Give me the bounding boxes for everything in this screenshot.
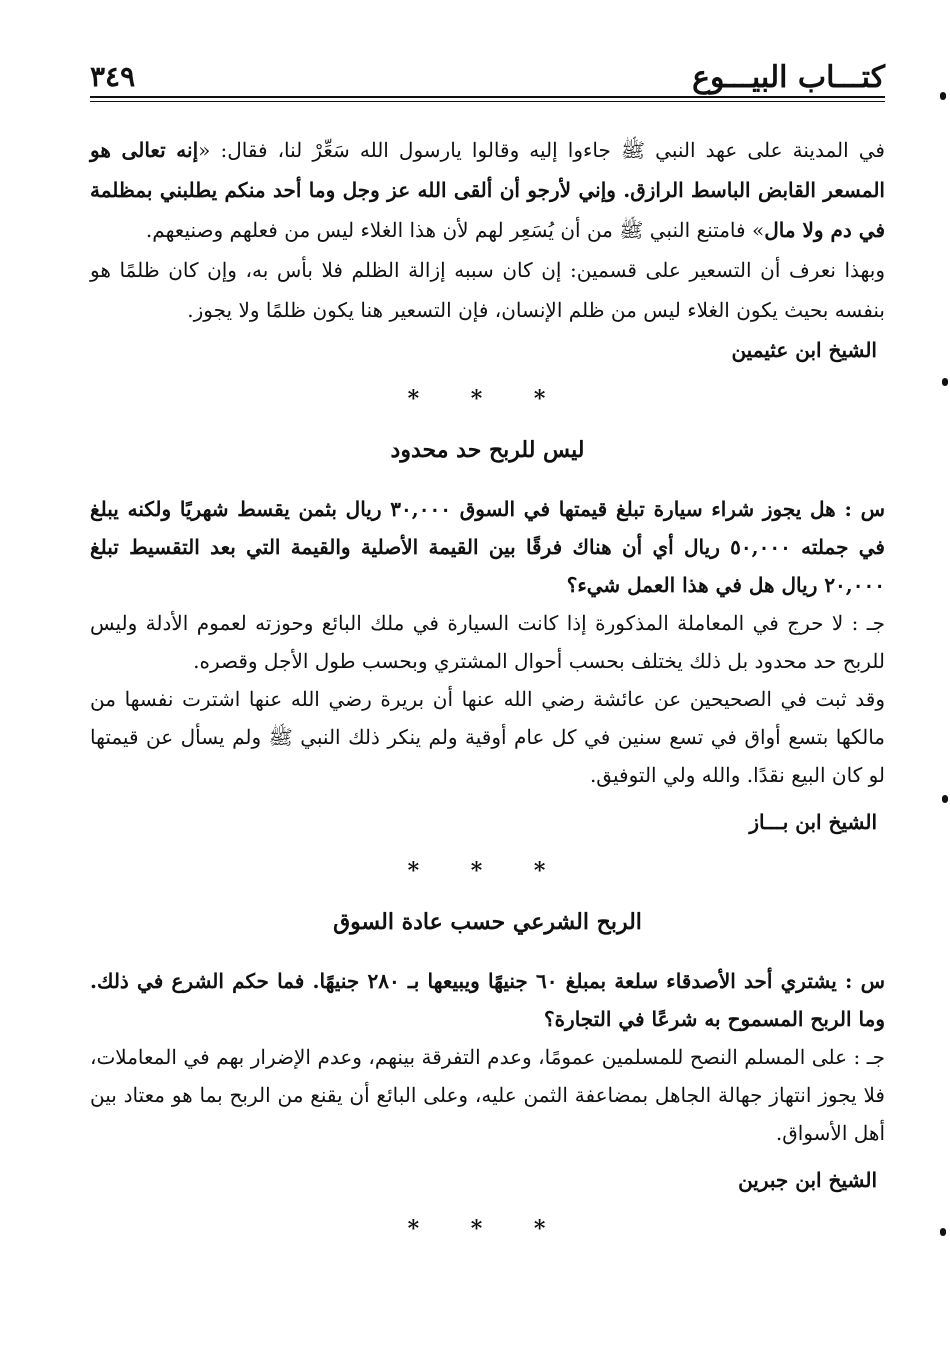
page-number: ٣٤٩ (90, 60, 136, 93)
paragraph-hadith (90, 130, 885, 250)
scan-mark (940, 92, 946, 100)
answer-car-installments: جـ : لا حرج في المعاملة المذكورة إذا كانت السيارة في ملك البائع وحوزته لعموم الأدلة وليس للربح حد محدود بل ذلك يختلف بحسب أحوال المشتري وبحسب طول الأجل وقصره. (90, 611, 885, 673)
signature-ibn-uthaymeen: الشيخ ابن عثيمين (731, 338, 877, 362)
question-car-installments: س : هل يجوز شراء سيارة تبلغ قيمتها في السوق ٣٠,٠٠٠ ريال بثمن يقسط شهريًا ولكنه يبلغ في جملته ٥٠,٠٠٠ ريال أي أن هناك فرقًا بين القيمة الأصلية والقيمة التي بعد التقسيط تبلغ ٢٠,٠٠٠ ريال هل في هذا العمل شيء؟ (90, 497, 885, 597)
signature-ibn-jibreen: الشيخ ابن جبرين (738, 1168, 877, 1192)
answer-barira-evidence: وقد ثبت في الصحيحين عن عائشة رضي الله عنها أن بريرة رضي الله عنها اشترت نفسها من مالكها بتسع أواق في تسع سنين في كل عام أوقية ولم ينكر ذلك النبي ﷺ ولم يسأل عن قيمتها لو كان البيع نقدًا. والله ولي التوفيق. (90, 687, 885, 787)
scan-mark (940, 1228, 946, 1236)
section-title-no-limit-profit: ليس للربح حد محدود (390, 437, 585, 463)
hadith-intro: في المدينة على عهد النبي ﷺ جاءوا إليه وقالوا يارسول الله سَعِّرْ لنا، فقال: « (198, 138, 885, 162)
book-title: كتـــاب البيـــوع (692, 60, 885, 95)
section-divider-2: * * * (407, 858, 568, 884)
answer-market-profit: جـ : على المسلم النصح للمسلمين عمومًا، وعدم التفرقة بينهم، وعدم الإضرار بهم في المعاملات، فلا يجوز انتهاز جهالة الجاهل بمضاعفة الثمن عليه، وعلى البائع أن يقنع من الربح بما هو معتاد بين أهل الأسواق. (90, 1045, 885, 1145)
signature-ibn-baz: الشيخ ابن بـــاز (749, 810, 877, 834)
scan-mark (942, 795, 948, 803)
hadith-outro: » فامتنع النبي ﷺ من أن يُسَعِر لهم لأن هذا الغلاء ليس من فعلهم وصنيعهم. (145, 218, 765, 242)
paragraph-pricing-types: وبهذا نعرف أن التسعير على قسمين: إن كان سببه إزالة الظلم فلا بأس به، وإن كان ظلمًا هو بنفسه بحيث يكون الغلاء ليس من ظلم الإنسان، فإن التسعير هنا يكون ظلمًا ولا يجوز. (90, 258, 885, 322)
page-header (90, 60, 885, 100)
section-divider-1: * * * (407, 386, 568, 412)
section-divider-3: * * * (407, 1216, 568, 1242)
header-rule (90, 96, 885, 102)
question-market-profit: س : يشتري أحد الأصدقاء سلعة بمبلغ ٦٠ جنيهًا ويبيعها بـ ٢٨٠ جنيهًا. فما حكم الشرع في ذلك. وما الربح المسموح به شرعًا في التجارة؟ (90, 969, 886, 1031)
scan-mark (942, 378, 948, 386)
section-title-market-profit: الربح الشرعي حسب عادة السوق (333, 909, 642, 935)
page-content (90, 130, 885, 1262)
hadith-quote: إنه تعالى هو المسعر القابض الباسط الرازق. وإني لأرجو أن ألقى الله عز وجل وما أحد منكم يطلبني بمظلمة في دم ولا مال (90, 138, 885, 242)
